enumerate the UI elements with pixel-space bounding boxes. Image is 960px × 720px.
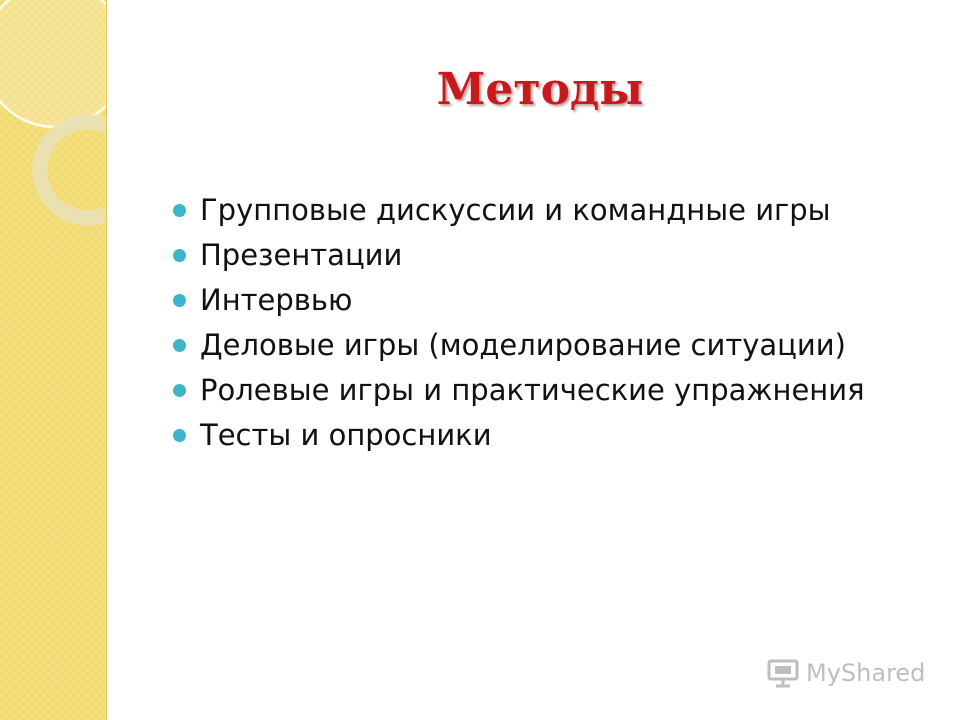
list-item-text: Ролевые игры и практические упражнения [200, 373, 865, 407]
slide-title: Методы [436, 64, 644, 115]
list-item [170, 373, 870, 408]
list-item [170, 283, 870, 318]
bullet-list [170, 193, 870, 463]
bullet-icon [173, 249, 186, 262]
list-item-text: Тесты и опросники [200, 418, 492, 452]
watermark-logo [766, 653, 925, 693]
bullet-icon [173, 339, 186, 352]
list-item [170, 238, 870, 273]
list-item-text: Презентации [200, 238, 403, 272]
list-item-text: Деловые игры (моделирование ситуации) [200, 328, 846, 362]
bullet-icon [173, 204, 186, 217]
list-item [170, 418, 870, 453]
bullet-icon [173, 429, 186, 442]
decorative-side-band [0, 0, 107, 720]
list-item [170, 328, 870, 363]
list-item-text: Групповые дискуссии и командные игры [200, 193, 831, 227]
decorative-circles [0, 0, 106, 720]
bullet-icon [173, 384, 186, 397]
watermark-text: MyShared [806, 659, 926, 687]
bullet-icon [173, 294, 186, 307]
list-item [170, 193, 870, 228]
projector-screen-icon [766, 658, 800, 688]
list-item-text: Интервью [200, 283, 353, 317]
